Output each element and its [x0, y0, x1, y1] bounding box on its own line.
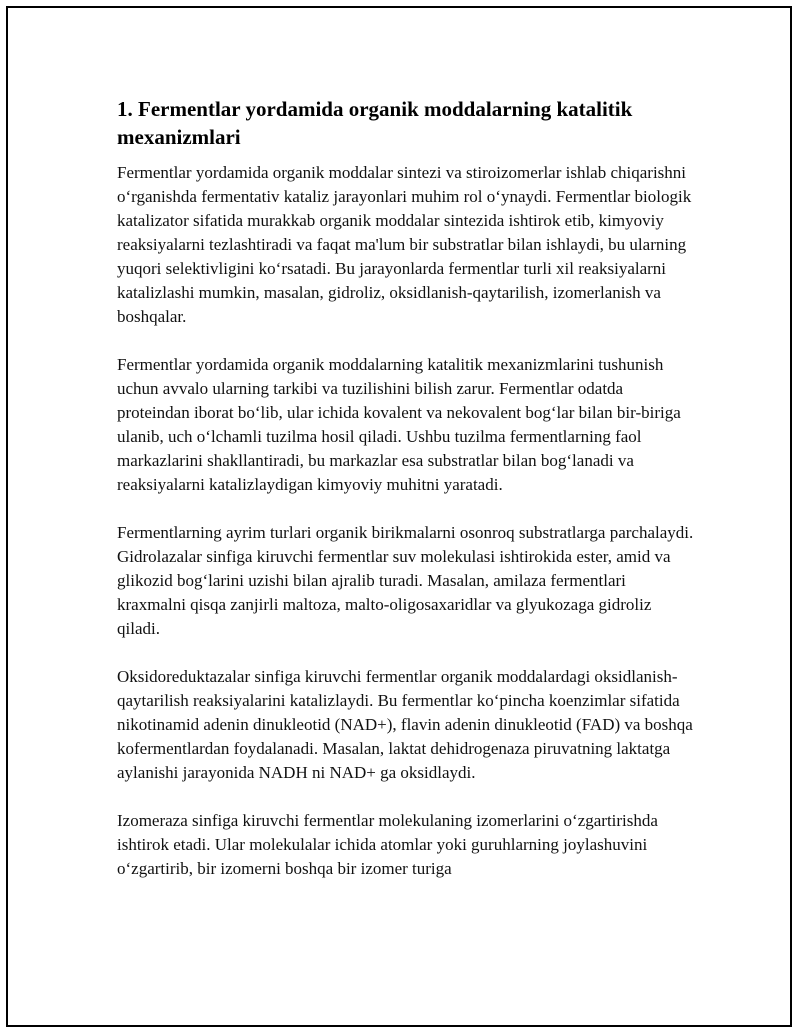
paragraph-4: Oksidoreduktazalar sinfiga kiruvchi fermentlar organik moddalardagi oksidlanish-qaytarilish reaksiyalarini katalizlaydi. Bu fermentlar ko‘pincha koenzimlar sifatida nikotinamid adenin dinukleotid (NAD+), flavin adenin dinukleotid (FAD) va boshqa kofermentlardan foydalanadi. Masalan, laktat dehidrogenaza piruvatning laktatga aylanishi jarayonida NADH ni NAD+ ga oksidlaydi. [117, 667, 693, 782]
section-heading: 1. Fermentlar yordamida organik moddalarning katalitik mexanizmlari [117, 97, 633, 149]
paragraph-2: Fermentlar yordamida organik moddalarning katalitik mexanizmlarini tushunish uchun avvalo ularning tarkibi va tuzilishini bilish zarur. Fermentlar odatda proteindan iborat bo‘lib, ular ichida kovalent va nekovalent bog‘lar bilan bir-biriga ulanib, uch o‘lchamli tuzilma hosil qiladi. Ushbu tuzilma fermentlarning faol markazlarini shakllantiradi, bu markazlar esa substratlar bilan bog‘lanadi va reaksiyalarni katalizlaydigan kimyoviy muhitni yaratadi. [117, 355, 681, 494]
paragraph-1: Fermentlar yordamida organik moddalar sintezi va stiroizomerlar ishlab chiqarishni o‘rganishda fermentativ kataliz jarayonlari muhim rol o‘ynaydi. Fermentlar biologik katalizator sifatida murakkab organik moddalar sintezida ishtirok etib, kimyoviy reaksiyalarni tezlashtiradi va faqat ma'lum bir substratlar bilan ishlaydi, bu ularning yuqori selektivligini ko‘rsatadi. Bu jarayonlarda fermentlar turli xil reaksiyalarni katalizlashi mumkin, masalan, gidroliz, oksidlanish-qaytarilish, izomerlanish va boshqalar. [117, 163, 692, 326]
document-body [117, 95, 697, 905]
paragraph-5: Izomeraza sinfiga kiruvchi fermentlar molekulaning izomerlarini o‘zgartirishda ishtirok etadi. Ular molekulalar ichida atomlar yoki guruhlarning joylashuvini o‘zgartirib, bir izomerni boshqa bir izomer turiga [117, 811, 658, 878]
paragraph-3: Fermentlarning ayrim turlari organik birikmalarni osonroq substratlarga parchalaydi. Gidrolazalar sinfiga kiruvchi fermentlar suv molekulasi ishtirokida ester, amid va glikozid bog‘larini uzishi bilan ajralib turadi. Masalan, amilaza fermentlari kraxmalni qisqa zanjirli maltoza, malto-oligosaxaridlar va glyukozaga gidroliz qiladi. [117, 523, 694, 638]
